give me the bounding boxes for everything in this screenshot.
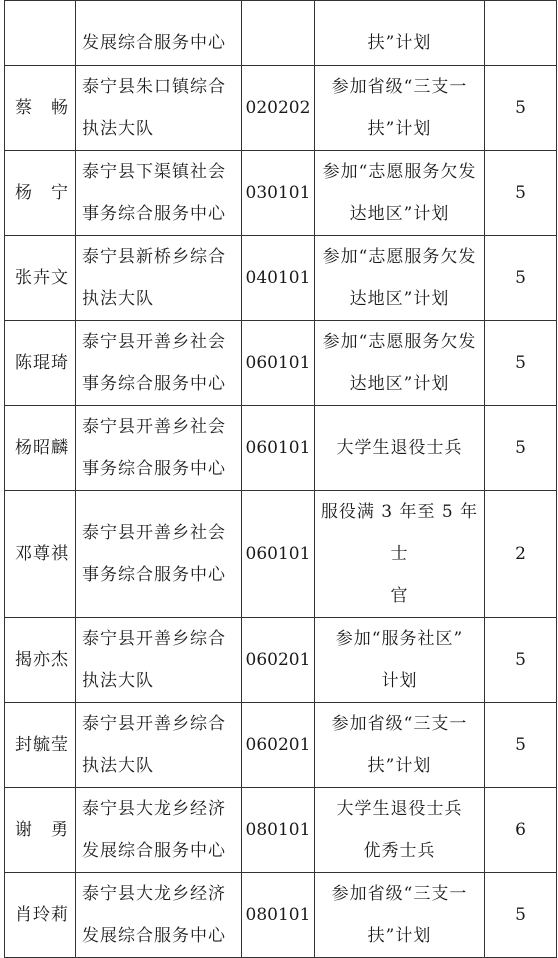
code-cell (242, 66, 315, 151)
unit-cell (76, 491, 242, 618)
name-cell (5, 236, 76, 321)
name-cell (5, 321, 76, 406)
score-text: 5 (515, 735, 526, 755)
unit-cell (76, 1, 242, 66)
name-cell (5, 788, 76, 873)
unit-text: 泰宁县新桥乡综合 执法大队 (82, 247, 226, 309)
name-text: 杨宁 (15, 183, 69, 203)
unit-cell (76, 236, 242, 321)
type-cell (315, 788, 485, 873)
name-cell (5, 703, 76, 788)
code-text: 020202 (245, 98, 311, 118)
name-cell (5, 66, 76, 151)
name-cell (5, 618, 76, 703)
table-row (5, 703, 557, 788)
unit-cell (76, 703, 242, 788)
score-cell (485, 491, 557, 618)
type-text: 大学生退役士兵 (336, 438, 463, 458)
code-text: 030101 (245, 183, 311, 203)
type-text: 参加“志愿服务欠发 达地区”计划 (322, 247, 477, 309)
table-row (5, 873, 557, 958)
type-cell (315, 406, 485, 491)
score-text: 2 (515, 544, 526, 564)
name-text: 封毓莹 (15, 735, 69, 755)
code-text: 060201 (245, 650, 311, 670)
score-cell (485, 321, 557, 406)
score-cell (485, 1, 557, 66)
table-row (5, 66, 557, 151)
score-text: 5 (515, 268, 526, 288)
name-text: 谢勇 (15, 820, 69, 840)
name-text: 杨昭麟 (15, 438, 69, 458)
candidate-table (4, 0, 557, 958)
type-text: 参加“服务社区” 计划 (335, 629, 464, 691)
type-text: 参加省级“三支一 扶”计划 (331, 77, 468, 139)
code-cell (242, 151, 315, 236)
code-cell (242, 618, 315, 703)
name-cell (5, 873, 76, 958)
name-cell (5, 491, 76, 618)
score-text: 6 (515, 820, 526, 840)
unit-text: 泰宁县朱口镇综合 执法大队 (82, 77, 226, 139)
type-text: 服役满 3 年至 5 年士 官 (320, 502, 479, 606)
score-cell (485, 236, 557, 321)
type-text: 参加“志愿服务欠发 达地区”计划 (322, 162, 477, 224)
table-row (5, 321, 557, 406)
unit-cell (76, 873, 242, 958)
code-cell (242, 703, 315, 788)
score-cell (485, 151, 557, 236)
name-cell (5, 1, 76, 66)
unit-text: 泰宁县开善乡社会 事务综合服务中心 (82, 523, 226, 585)
type-cell (315, 66, 485, 151)
code-cell (242, 1, 315, 66)
table-row (5, 491, 557, 618)
name-text: 肖玲莉 (15, 905, 69, 925)
code-cell (242, 491, 315, 618)
unit-text: 泰宁县开善乡社会 事务综合服务中心 (82, 332, 226, 394)
name-text: 蔡畅 (15, 98, 69, 118)
unit-cell (76, 321, 242, 406)
unit-cell (76, 406, 242, 491)
unit-text: 泰宁县大龙乡经济 发展综合服务中心 (82, 799, 226, 861)
type-text: 大学生退役士兵 优秀士兵 (336, 799, 463, 861)
unit-text: 发展综合服务中心 (82, 33, 226, 53)
type-cell (315, 491, 485, 618)
table-row (5, 236, 557, 321)
document-page (4, 0, 556, 958)
score-text: 5 (515, 98, 526, 118)
type-cell (315, 618, 485, 703)
code-text: 060101 (245, 438, 311, 458)
unit-text: 泰宁县开善乡综合 执法大队 (82, 714, 226, 776)
unit-cell (76, 151, 242, 236)
table-row-continued (5, 1, 557, 66)
table-row (5, 406, 557, 491)
code-text: 080101 (245, 820, 311, 840)
code-cell (242, 236, 315, 321)
code-cell (242, 406, 315, 491)
score-text: 5 (515, 905, 526, 925)
unit-text: 泰宁县大龙乡经济 发展综合服务中心 (82, 884, 226, 946)
code-text: 040101 (245, 268, 311, 288)
type-cell (315, 151, 485, 236)
unit-text: 泰宁县下渠镇社会 事务综合服务中心 (82, 162, 226, 224)
code-text: 060201 (245, 735, 311, 755)
code-text: 060101 (245, 353, 311, 373)
name-cell (5, 406, 76, 491)
score-text: 5 (515, 183, 526, 203)
code-text: 060101 (245, 544, 311, 564)
score-cell (485, 788, 557, 873)
name-text: 邓尊祺 (15, 544, 69, 564)
table-row (5, 151, 557, 236)
score-text: 5 (515, 353, 526, 373)
score-text: 5 (515, 438, 526, 458)
score-cell (485, 618, 557, 703)
type-text: 参加省级“三支一 扶”计划 (331, 714, 468, 776)
score-cell (485, 873, 557, 958)
score-cell (485, 406, 557, 491)
type-text: 参加省级“三支一 扶”计划 (331, 884, 468, 946)
score-text: 5 (515, 650, 526, 670)
code-cell (242, 321, 315, 406)
name-text: 揭亦杰 (15, 650, 69, 670)
unit-cell (76, 66, 242, 151)
score-cell (485, 703, 557, 788)
unit-cell (76, 788, 242, 873)
type-cell (315, 236, 485, 321)
unit-text: 泰宁县开善乡综合 执法大队 (82, 629, 226, 691)
type-cell (315, 321, 485, 406)
name-cell (5, 151, 76, 236)
code-text: 080101 (245, 905, 311, 925)
type-cell (315, 873, 485, 958)
unit-cell (76, 618, 242, 703)
code-cell (242, 873, 315, 958)
table-row (5, 618, 557, 703)
name-text: 张卉文 (15, 268, 69, 288)
table-row (5, 788, 557, 873)
name-text: 陈琨琦 (15, 353, 69, 373)
code-cell (242, 788, 315, 873)
unit-text: 泰宁县开善乡社会 事务综合服务中心 (82, 417, 226, 479)
type-cell (315, 1, 485, 66)
type-text: 参加“志愿服务欠发 达地区”计划 (322, 332, 477, 394)
type-text: 扶”计划 (367, 33, 432, 53)
type-cell (315, 703, 485, 788)
score-cell (485, 66, 557, 151)
